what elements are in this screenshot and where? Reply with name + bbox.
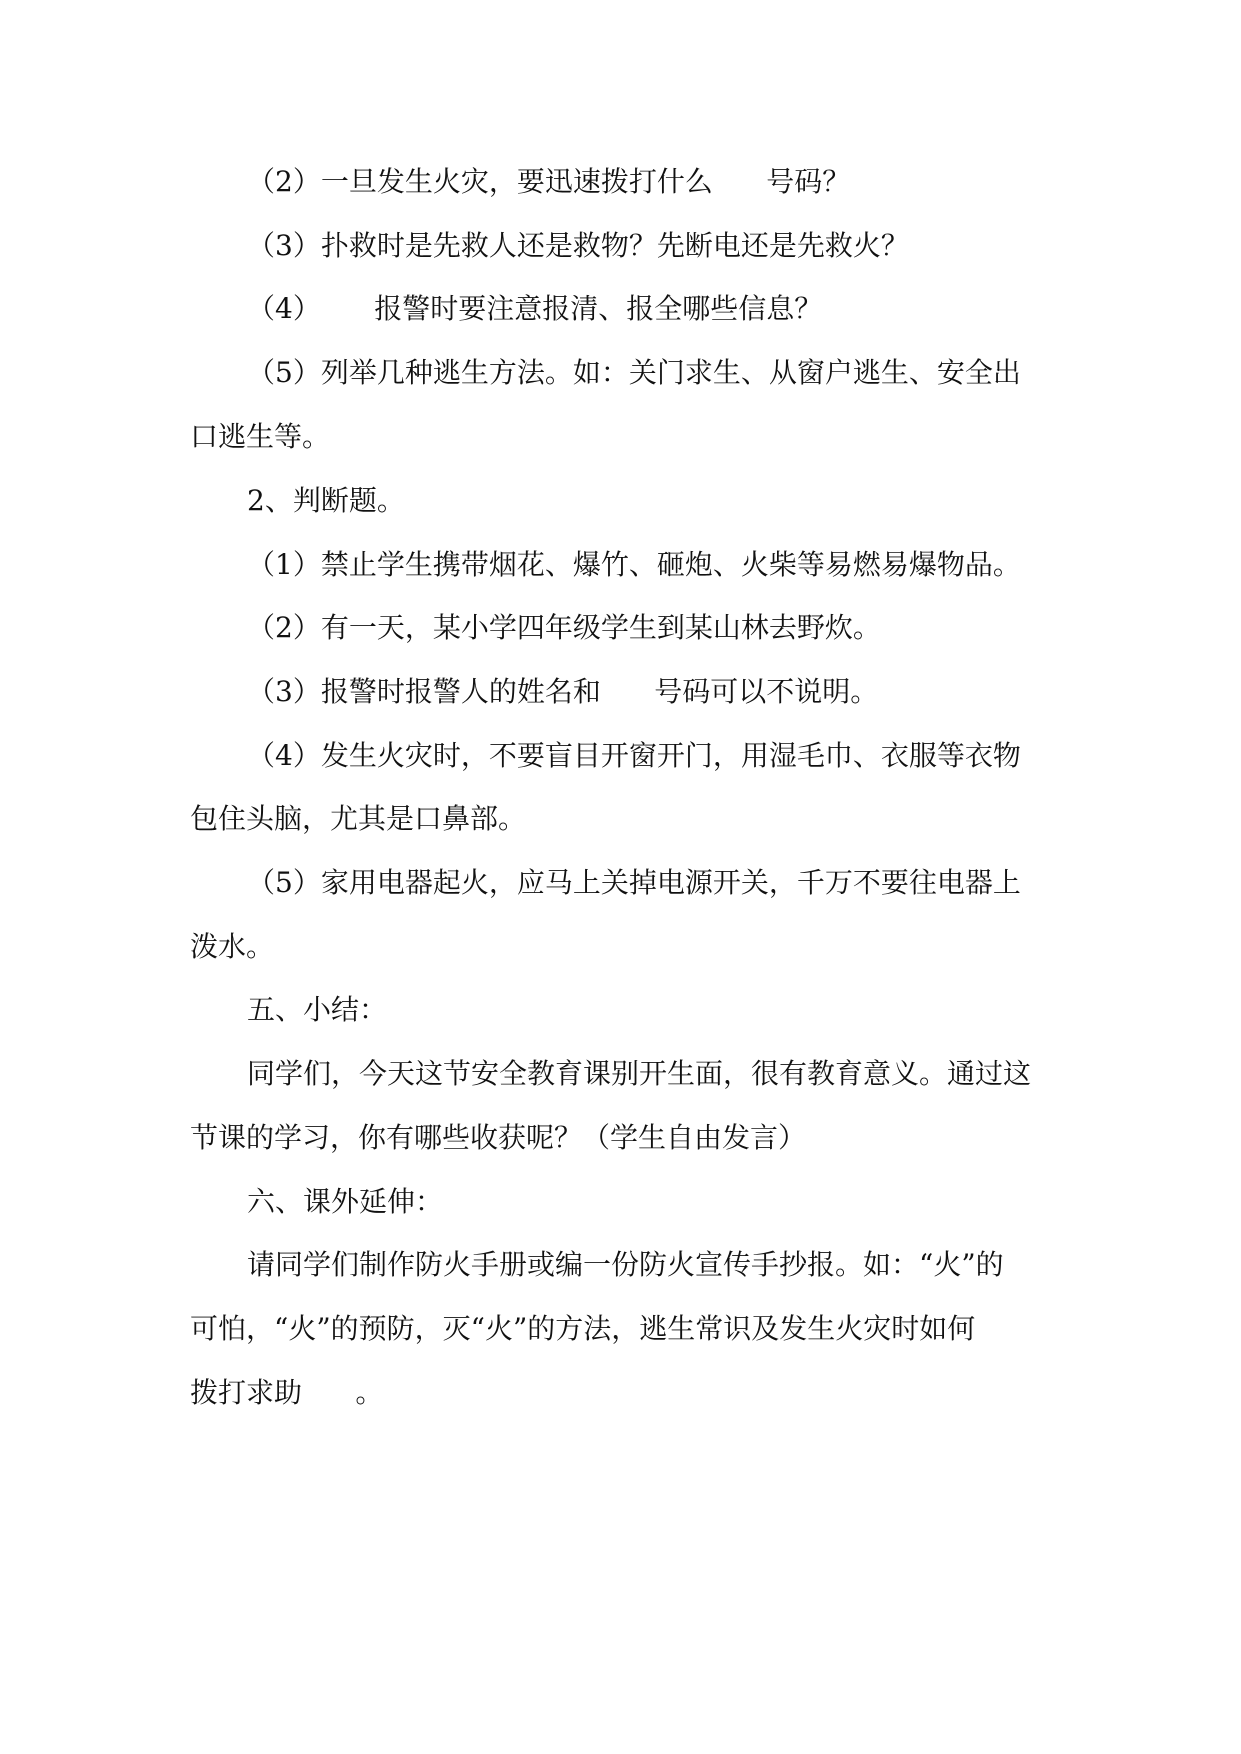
extension-paragraph-continuation-2: 拨打求助 。 <box>190 1376 384 1409</box>
judgment-2-line: （2）有一天，某小学四年级学生到某山林去野炊。 <box>247 611 881 644</box>
judgment-3-line: （3）报警时报警人的姓名和 号码可以不说明。 <box>247 675 879 708</box>
question-4-line: （4） 报警时要注意报清、报全哪些信息？ <box>247 292 823 325</box>
section-heading-extension: 六、课外延伸： <box>247 1185 444 1218</box>
judgment-5-line: （5）家用电器起火，应马上关掉电源开关，千万不要往电器上 <box>247 866 1021 899</box>
judgment-4-line: （4）发生火灾时，不要盲目开窗开门，用湿毛巾、衣服等衣物 <box>247 739 1021 772</box>
judgment-1-line: （1）禁止学生携带烟花、爆竹、砸炮、火柴等易燃易爆物品。 <box>247 548 1021 581</box>
section-heading-summary: 五、小结： <box>247 993 388 1026</box>
question-2-line: （2）一旦发生火灾，要迅速拨打什么 号码？ <box>247 165 851 198</box>
summary-paragraph-line: 同学们，今天这节安全教育课别开生面，很有教育意义。通过这 <box>247 1057 1032 1090</box>
extension-paragraph-line: 请同学们制作防火手册或编一份防火宣传手抄报。如：“火”的 <box>247 1248 1004 1281</box>
question-5-continuation: 口逃生等。 <box>190 420 331 453</box>
judgment-5-continuation: 泼水。 <box>190 930 275 963</box>
section-heading-judgment: 2、判断题。 <box>247 484 405 517</box>
judgment-4-continuation: 包住头脑，尤其是口鼻部。 <box>190 802 527 835</box>
question-3-line: （3）扑救时是先救人还是救物？先断电还是先救火？ <box>247 229 909 262</box>
extension-paragraph-continuation-1: 可怕，“火”的预防，灭“火”的方法，逃生常识及发生火灾时如何 <box>190 1312 976 1345</box>
question-5-line: （5）列举几种逃生方法。如：关门求生、从窗户逃生、安全出 <box>247 356 1021 389</box>
summary-paragraph-continuation: 节课的学习，你有哪些收获呢？（学生自由发言） <box>190 1121 807 1154</box>
